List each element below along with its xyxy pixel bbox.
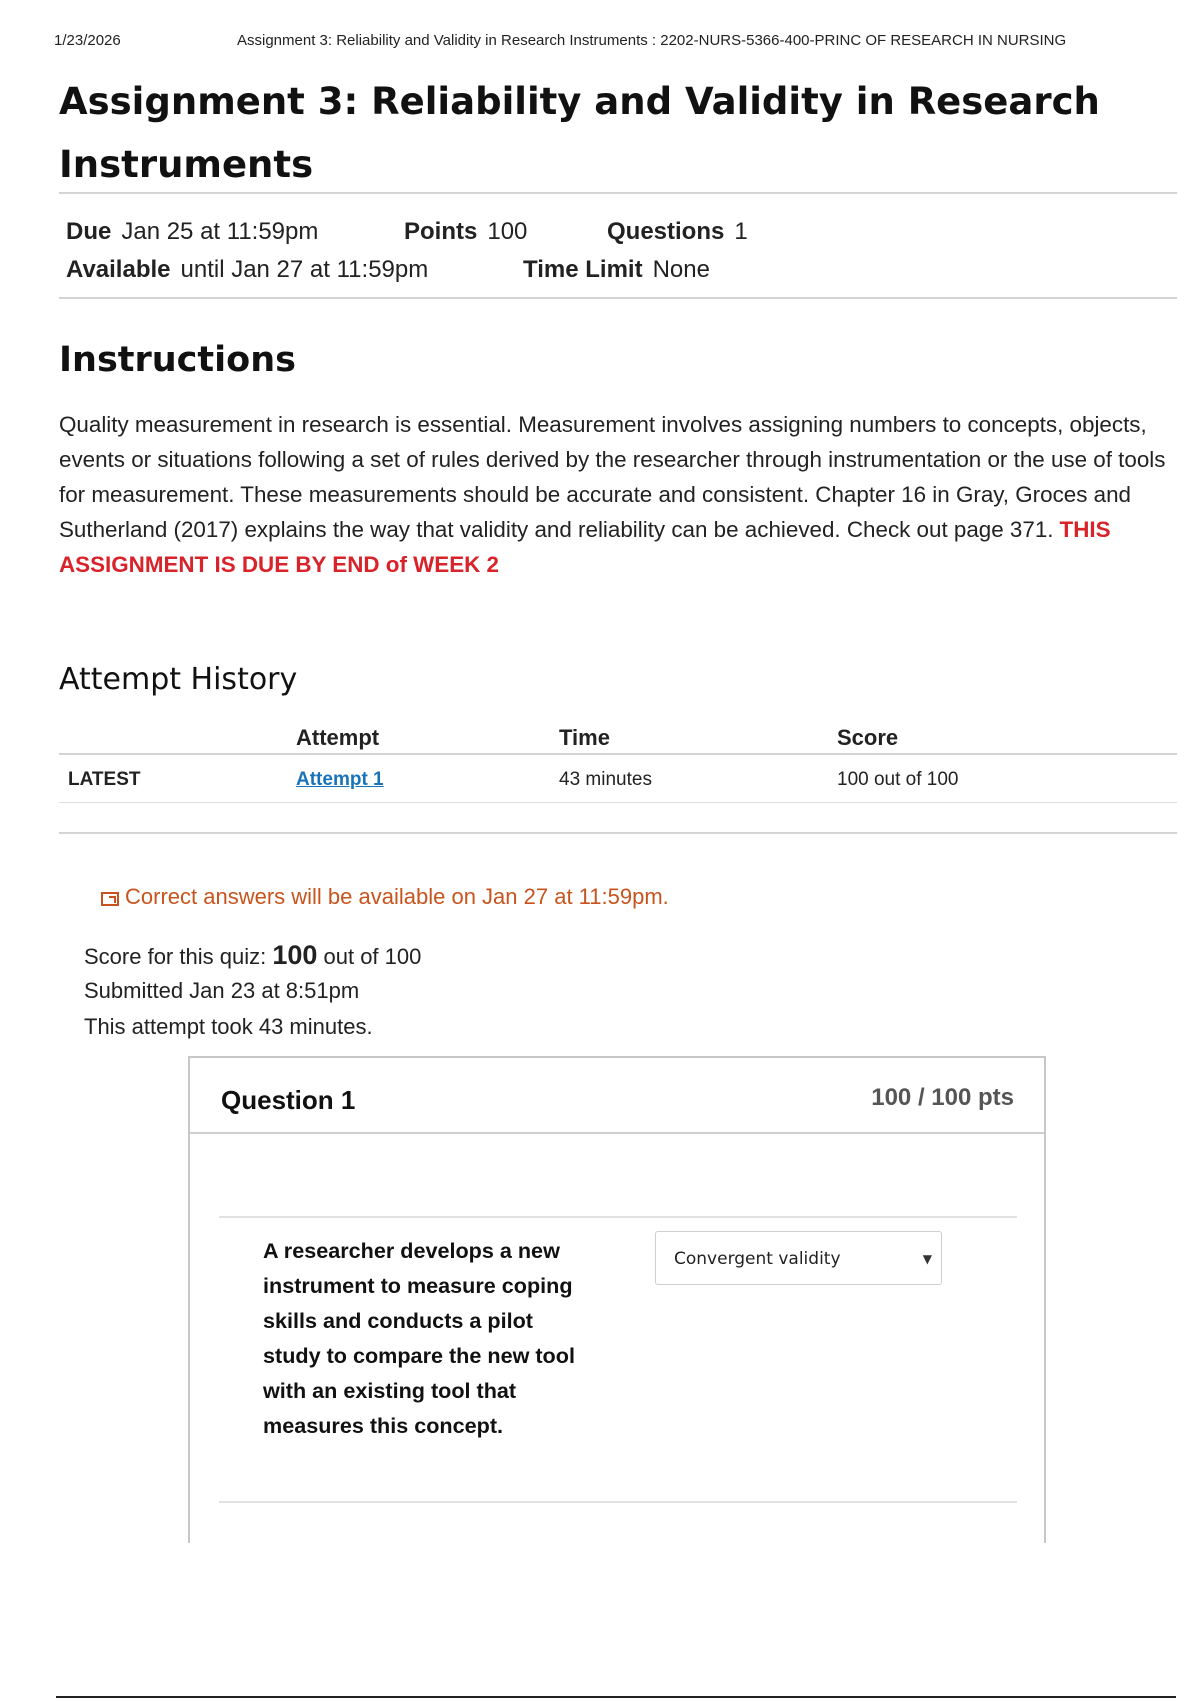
due-week-note: THIS ASSIGNMENT IS DUE BY END of WEEK 2 [59, 517, 1111, 577]
print-page-title: Assignment 3: Reliability and Validity in Research Instruments : 2202-NURS-5366-400-PRINC OF RESEARCH IN NURSING [237, 32, 1067, 49]
notice-text: Correct answers will be available on Jan 27 at 11:59pm. [125, 884, 669, 909]
section-divider [59, 832, 1177, 834]
points-value: 100 [487, 218, 528, 245]
table-row-divider [59, 802, 1177, 803]
available-label: Available [66, 256, 171, 283]
answer-selected-value: Convergent validity [674, 1249, 841, 1269]
attempt-score: 100 out of 100 [837, 769, 959, 790]
latest-tag: LATEST [68, 769, 141, 790]
column-header-attempt: Attempt [296, 725, 380, 750]
column-header-score: Score [837, 725, 899, 750]
questions-label: Questions [607, 218, 725, 245]
due-date [66, 218, 318, 246]
quiz-score [84, 940, 421, 971]
questions-count [607, 218, 748, 246]
time-limit [523, 256, 710, 284]
available-value: until Jan 27 at 11:59pm [180, 256, 429, 283]
instructions-body: Quality measurement in research is essential. Measurement involves assigning numbers to concepts, objects, events or situations following a set of rules derived by the researcher through instrumentation or the use of tools for measurement. These measurements should be accurate and consistent. Chapter 16 in Gray, Groces and Sutherland (2017) explains the way that validity and reliability can be achieved. Check out page 371. [59, 412, 1166, 542]
attempt-1-link[interactable]: Attempt 1 [296, 769, 384, 790]
instructions-text [59, 407, 1179, 582]
score-value: 100 [272, 940, 318, 970]
time-limit-value: None [652, 256, 710, 283]
instructions-heading: Instructions [59, 340, 296, 380]
submitted-time: Submitted Jan 23 at 8:51pm [84, 978, 360, 1003]
questions-value: 1 [734, 218, 748, 245]
title-divider [59, 192, 1177, 194]
print-header [54, 32, 1154, 49]
page-footer-rule [56, 1696, 1176, 1698]
column-header-time: Time [559, 725, 610, 750]
time-limit-label: Time Limit [523, 256, 643, 283]
question-top-divider [219, 1216, 1017, 1218]
question-title: Question 1 [221, 1085, 356, 1115]
question-card [188, 1056, 1046, 1543]
question-text: A researcher develops a new instrument to measure coping skills and conducts a pilot study to compare the new tool with an existing tool that measures this concept. [263, 1238, 575, 1438]
attempt-time: 43 minutes [559, 769, 652, 790]
question-header [190, 1058, 1044, 1134]
meta-divider [59, 297, 1177, 299]
correct-answers-notice [101, 884, 669, 910]
print-date: 1/23/2026 [54, 32, 121, 49]
answer-select[interactable] [655, 1231, 942, 1285]
external-link-icon [101, 892, 119, 906]
page-title: Assignment 3: Reliability and Validity in Research Instruments [59, 80, 1100, 186]
availability [66, 256, 428, 284]
due-value: Jan 25 at 11:59pm [121, 218, 319, 245]
question-bottom-divider [219, 1501, 1017, 1503]
due-label: Due [66, 218, 112, 245]
points [404, 218, 527, 246]
dropdown-caret-icon: ▼ [922, 1252, 932, 1266]
question-points: 100 / 100 pts [871, 1084, 1014, 1111]
score-prefix: Score for this quiz: [84, 944, 267, 969]
score-suffix: out of 100 [323, 944, 422, 969]
attempt-history-heading: Attempt History [59, 662, 298, 697]
points-label: Points [404, 218, 478, 245]
table-header-divider [59, 753, 1177, 755]
attempt-duration: This attempt took 43 minutes. [84, 1014, 373, 1039]
